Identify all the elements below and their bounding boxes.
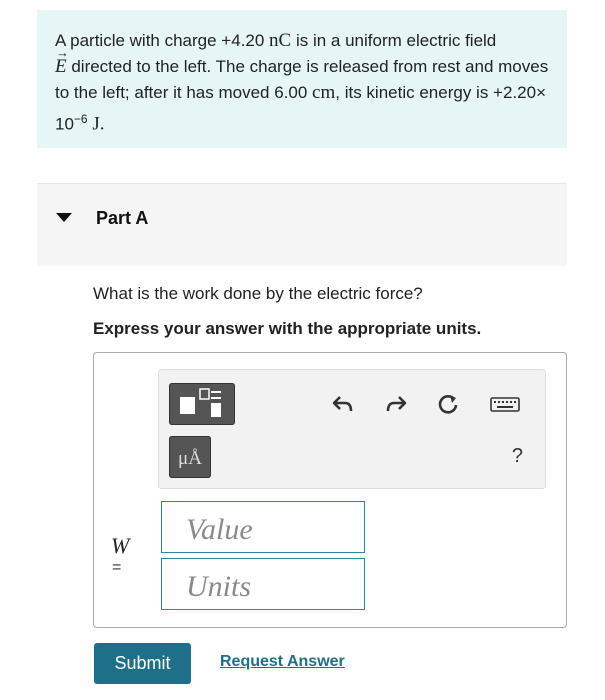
ten-base: 10 (55, 114, 74, 134)
exponent: −6 (73, 112, 88, 126)
problem-text-4: , its kinetic energy is +2.20 (335, 83, 537, 102)
problem-text-3: directed to the left. The charge is released from rest and moves to the left; after it has moved 6.00 (55, 57, 549, 102)
units-button[interactable]: μÅ (169, 436, 211, 478)
unit-j: J. (87, 113, 105, 135)
help-icon[interactable]: ? (511, 445, 523, 467)
submit-button[interactable]: Submit (94, 643, 191, 684)
value-input[interactable] (161, 501, 365, 553)
templates-button[interactable] (169, 383, 235, 425)
instruction-text: Express your answer with the appropriate units. (93, 319, 482, 338)
problem-statement (37, 10, 567, 148)
redo-icon[interactable] (384, 392, 408, 416)
variable-label: W (111, 533, 130, 558)
request-answer-link[interactable]: Request Answer (220, 653, 345, 670)
keyboard-icon[interactable] (490, 392, 520, 416)
undo-icon[interactable] (331, 392, 355, 416)
units-input[interactable] (161, 558, 365, 610)
problem-text-2: is in a uniform electric field (291, 31, 497, 50)
question-text: What is the work done by the electric force? (93, 284, 423, 303)
times-symbol: × (536, 83, 546, 102)
math-toolbar (158, 369, 546, 489)
equals-sign: = (112, 559, 122, 576)
unit-nc: nC (269, 30, 292, 51)
part-title: Part A (96, 208, 149, 228)
problem-text-1: A particle with charge +4.20 (55, 31, 270, 50)
unit-cm: cm (312, 82, 336, 103)
templates-icon (169, 383, 235, 425)
collapse-caret-icon[interactable] (56, 213, 72, 222)
part-a-header[interactable] (37, 183, 567, 266)
answer-box (93, 352, 567, 628)
field-vector-symbol: → E (55, 54, 67, 80)
reset-icon[interactable] (436, 392, 460, 416)
